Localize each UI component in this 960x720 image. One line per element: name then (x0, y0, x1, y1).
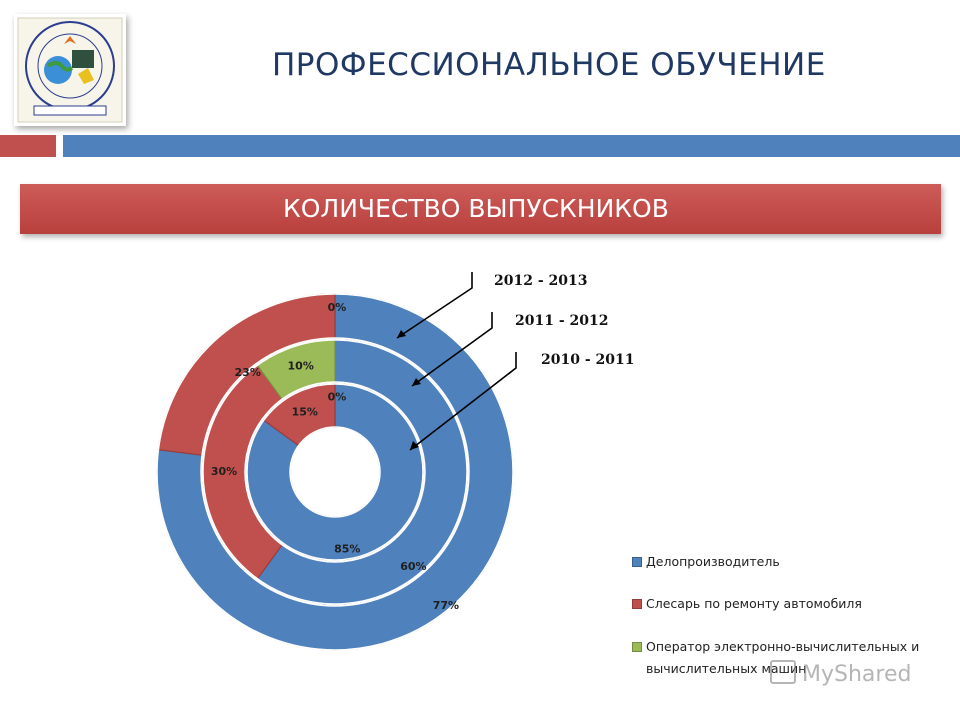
series-label-2011-2012: 2011 - 2012 (515, 313, 609, 329)
data-label-2-1: 60% (400, 559, 427, 573)
legend-label: Слесарь по ремонту автомобиля (646, 596, 862, 611)
series-label-2012-2013: 2012 - 2013 (494, 273, 588, 289)
legend-label: Оператор электронно-вычислительных и вычислительных машин (646, 639, 920, 676)
data-label-1-3: 0% (327, 301, 347, 314)
watermark (770, 660, 911, 687)
data-label-3-1: 85% (334, 542, 361, 556)
data-label-1-1: 77% (432, 599, 460, 613)
page-title: ПРОФЕССИОНАЛЬНОЕ ОБУЧЕНИЕ (272, 47, 826, 83)
section-banner-title: КОЛИЧЕСТВО ВЫПУСКНИКОВ (283, 194, 669, 223)
presentation-icon (770, 660, 796, 684)
ring-edge (290, 427, 380, 517)
data-label-2-2: 30% (210, 465, 238, 478)
watermark-text: MyShared (802, 662, 912, 687)
data-label-2-3: 10% (287, 359, 314, 373)
data-label-3-3: 0% (327, 390, 347, 404)
legend-swatch-green (632, 642, 642, 652)
legend-label: Делопроизводитель (646, 554, 780, 569)
series-label-2010-2011: 2010 - 2011 (541, 352, 635, 368)
data-label-1-2: 23% (234, 365, 261, 379)
legend-swatch-red (632, 599, 642, 609)
legend-swatch-blue (632, 557, 642, 567)
data-label-3-2: 15% (291, 405, 318, 419)
